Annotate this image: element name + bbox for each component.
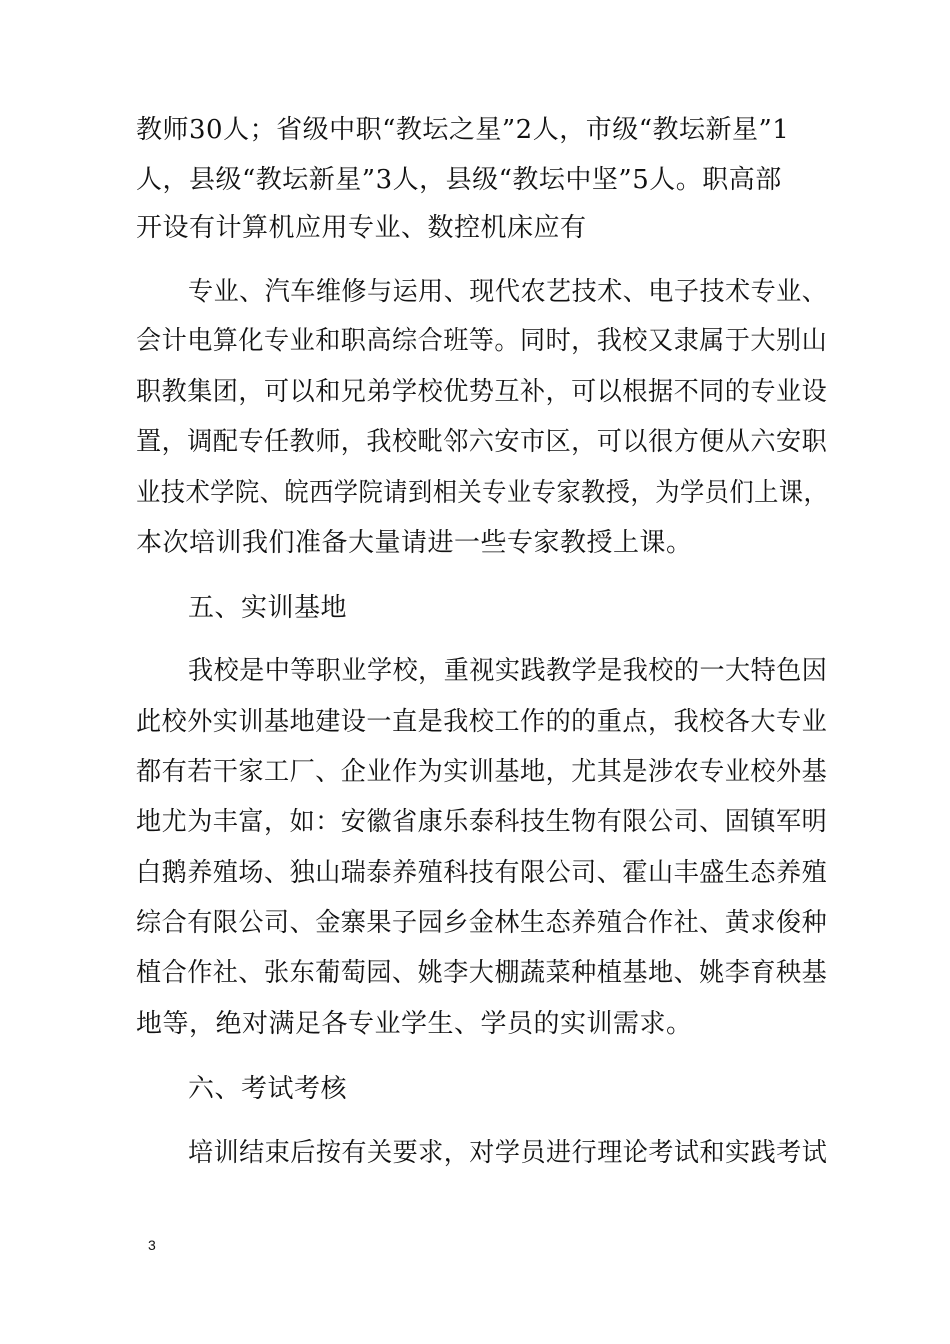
text-line: 专业、汽车维修与运用、现代农艺技术、电子技术专业、 bbox=[188, 277, 828, 307]
text-line: 地等，绝对满足各专业学生、学员的实训需求。 bbox=[136, 1009, 693, 1039]
text-line: 会计电算化专业和职高综合班等。同时，我校又隶属于大别山 bbox=[136, 326, 828, 356]
text-line: 本次培训我们准备大量请进一些专家教授上课。 bbox=[136, 528, 693, 558]
text-line: 开设有计算机应用专业、数控机床应有 bbox=[136, 213, 587, 243]
text-line: 职教集团，可以和兄弟学校优势互补，可以根据不同的专业设 bbox=[136, 377, 828, 407]
text-line: 都有若干家工厂、企业作为实训基地，尤其是涉农专业校外基 bbox=[136, 757, 828, 787]
text-line: 地尤为丰富，如：安徽省康乐泰科技生物有限公司、固镇军明 bbox=[136, 807, 828, 837]
text-line: 人，县级“教坛新星”3人，县级“教坛中坚”5人。职高部 bbox=[136, 165, 782, 195]
text-line: 置，调配专任教师，我校毗邻六安市区，可以很方便从六安职 bbox=[136, 427, 828, 457]
text-line: 教师30人；省级中职“教坛之星”2人，市级“教坛新星”1 bbox=[136, 115, 790, 145]
section-heading: 五、实训基地 bbox=[188, 593, 348, 623]
text-line: 植合作社、张东葡萄园、姚李大棚蔬菜种植基地、姚李育秧基 bbox=[136, 958, 828, 988]
text-line: 白鹅养殖场、独山瑞泰养殖科技有限公司、霍山丰盛生态养殖 bbox=[136, 858, 828, 888]
text-line: 我校是中等职业学校，重视实践教学是我校的一大特色因 bbox=[188, 656, 828, 686]
text-line: 业技术学院、皖西学院请到相关专业专家教授，为学员们上课， bbox=[136, 478, 829, 508]
text-line: 此校外实训基地建设一直是我校工作的的重点，我校各大专业 bbox=[136, 707, 828, 737]
text-line: 培训结束后按有关要求，对学员进行理论考试和实践考试 bbox=[188, 1138, 828, 1168]
page-number: 3 bbox=[148, 1237, 156, 1253]
text-line: 综合有限公司、金寨果子园乡金林生态养殖合作社、黄求俊种 bbox=[136, 908, 828, 938]
section-heading: 六、考试考核 bbox=[188, 1074, 348, 1104]
